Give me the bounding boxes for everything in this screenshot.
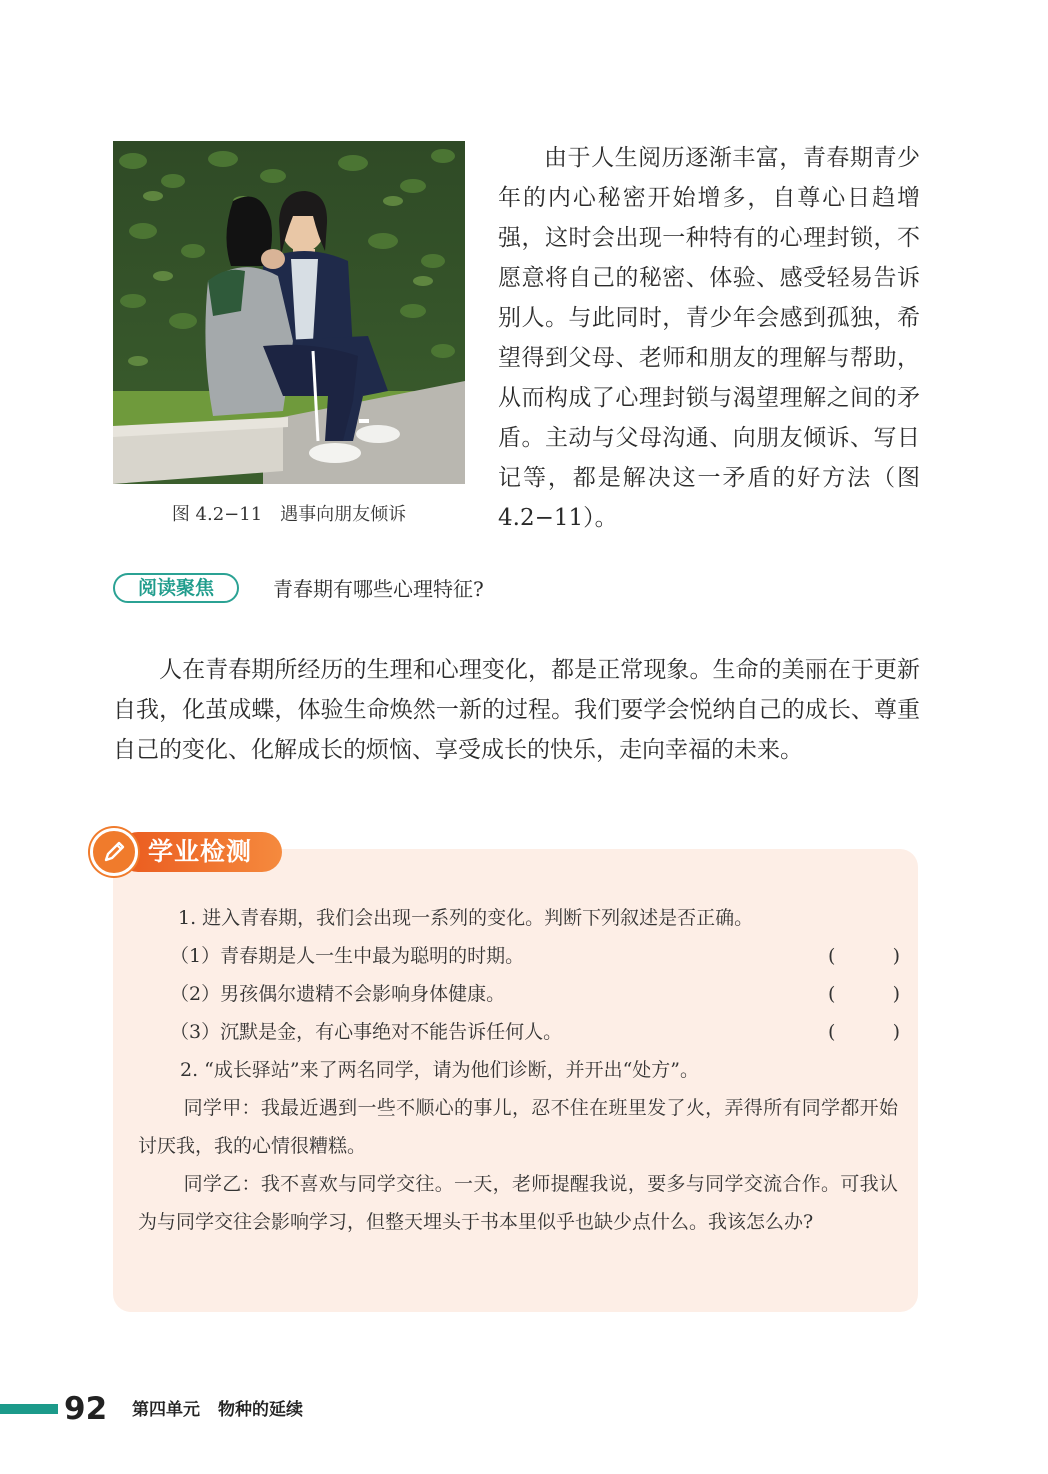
figure-caption xyxy=(113,500,465,526)
page-number: 92 xyxy=(64,1391,108,1427)
paren-open: ( xyxy=(828,983,836,1005)
footer-unit-label: 第四单元 xyxy=(132,1400,200,1420)
reading-focus-question: 青春期有哪些心理特征? xyxy=(273,577,484,601)
student-b-text: 同学乙：我不喜欢与同学交往。一天，老师提醒我说，要多与同学交流合作。可我认为与同学交往会影响学习，但整天埋头于书本里似乎也缺少点什么。我该怎么办? xyxy=(138,1173,898,1233)
footer-chapter-label: 物种的延续 xyxy=(218,1400,303,1420)
paren-close: ) xyxy=(892,983,900,1005)
exercise-question-1: 1. 进入青春期，我们会出现一系列的变化。判断下列叙述是否正确。 xyxy=(178,907,754,929)
figure-caption-number: 图 4.2−11 xyxy=(171,504,263,525)
answer-parentheses-3 xyxy=(828,1018,900,1046)
exercise-item-3: （3）沉默是金，有心事绝对不能告诉任何人。 xyxy=(170,1021,563,1043)
figure-photo xyxy=(113,141,465,484)
exercise-item-2: （2）男孩偶尔遗精不会影响身体健康。 xyxy=(170,983,506,1005)
intro-paragraph: 由于人生阅历逐渐丰富，青春期青少年的内心秘密开始增多，自尊心日趋增强，这时会出现一种特有的心理封锁，不愿意将自己的秘密、体验、感受轻易告诉别人。与此同时，青少年会感到孤独，希望得到父母、老师和朋友的理解与帮助，从而构成了心理封锁与渴望理解之间的矛盾。主动与父母沟通、向朋友倾诉、写日记等，都是解决这一矛盾的好方法（图 4.2−11）。 xyxy=(498,145,920,531)
paren-open: ( xyxy=(828,945,836,967)
exercise-item-1: （1）青春期是人一生中最为聪明的时期。 xyxy=(170,945,525,967)
pencil-icon xyxy=(90,828,138,876)
paren-close: ) xyxy=(892,945,900,967)
exercise-question-2: 2. “成长驿站”来了两名同学，请为他们诊断，并开出“处方”。 xyxy=(180,1059,700,1081)
exercise-title: 学业检测 xyxy=(148,837,253,866)
answer-parentheses-1 xyxy=(828,942,900,970)
footer-accent-bar xyxy=(0,1404,58,1414)
reading-focus-badge: 阅读聚焦 xyxy=(113,573,239,603)
paren-open: ( xyxy=(828,1021,836,1043)
main-paragraph: 人在青春期所经历的生理和心理变化，都是正常现象。生命的美丽在于更新自我，化茧成蝶，体验生命焕然一新的过程。我们要学会悦纳自己的成长、尊重自己的变化、化解成长的烦恼、享受成长的快乐，走向幸福的未来。 xyxy=(113,657,920,763)
figure-caption-text: 遇事向朋友倾诉 xyxy=(280,504,407,525)
paren-close: ) xyxy=(892,1021,900,1043)
footer-running-title xyxy=(132,1397,303,1423)
student-a-text: 同学甲：我最近遇到一些不顺心的事儿，忍不住在班里发了火，弄得所有同学都开始讨厌我，我的心情很糟糕。 xyxy=(138,1097,898,1157)
answer-parentheses-2 xyxy=(828,980,900,1008)
